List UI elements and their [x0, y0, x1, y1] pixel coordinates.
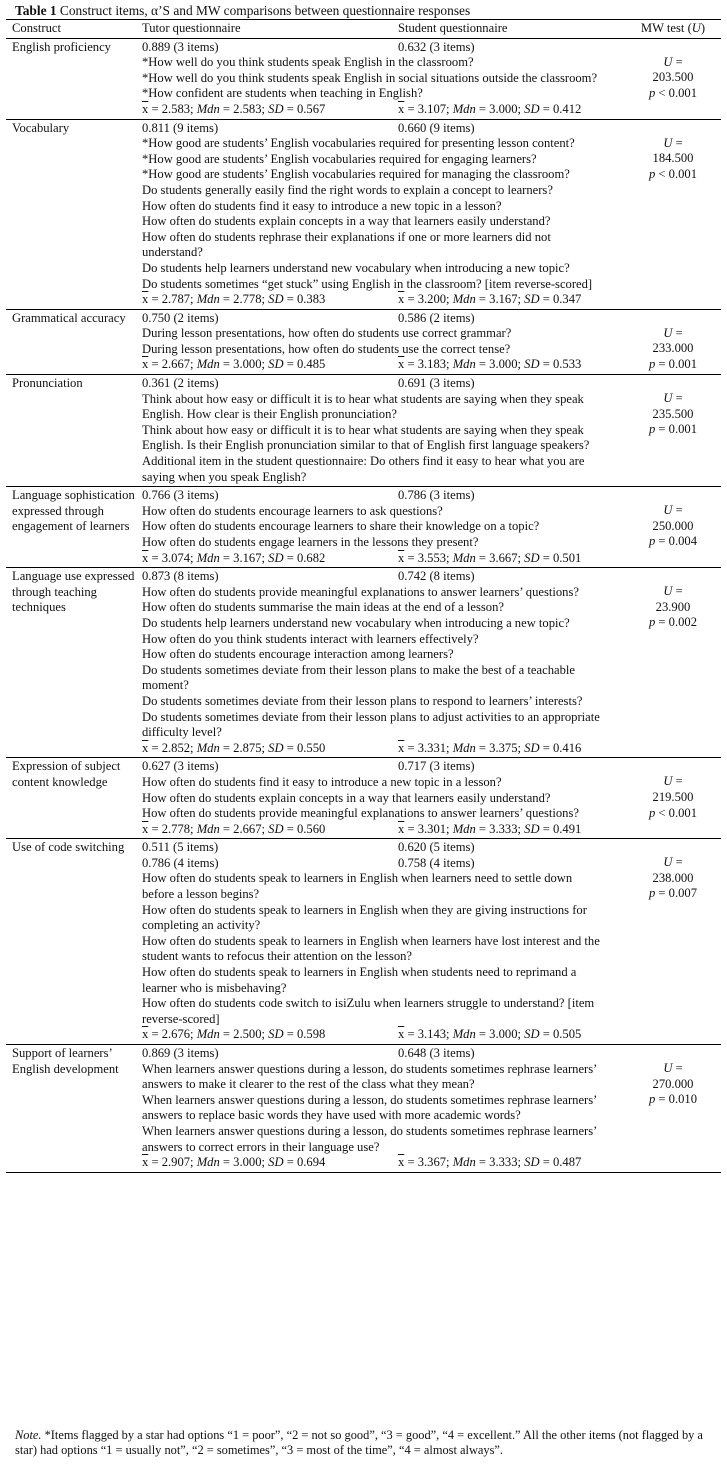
mean-symbol: $\overline{x}$ — [142, 550, 149, 565]
student-stats: $\overline{x} = 3.200$; Mdn = 3.167; SD = 0.347 — [398, 292, 582, 307]
mdn-label: Mdn — [196, 1155, 220, 1170]
p-value: p = 0.004 — [648, 534, 698, 549]
student-stats: $\overline{x} = 3.553$; Mdn = 3.667; SD = 0.501 — [398, 550, 582, 565]
item-text: How often do you think students interact with learners effectively? — [142, 631, 479, 646]
table-label: Table 1 — [15, 3, 57, 18]
mw-result — [625, 309, 721, 374]
u-label: U = — [663, 54, 683, 69]
header-construct: Construct — [12, 21, 61, 35]
tutor-stats: $\overline{x} = 2.583$; Mdn = 2.583; SD = 0.567 — [142, 101, 326, 116]
item-text: How often do students find it easy to introduce a new topic in a lesson? — [142, 198, 502, 213]
p-symbol: p — [648, 1092, 656, 1107]
questionnaire-cell — [142, 375, 625, 487]
mean-symbol: $\overline{x}$ — [398, 821, 405, 836]
construct-name: Expression of subject content knowledge — [12, 759, 121, 789]
p-symbol: p — [648, 85, 656, 100]
table-row — [6, 758, 721, 839]
mdn-label: Mdn — [196, 740, 220, 755]
table-row — [6, 119, 721, 309]
alpha-line — [142, 311, 625, 327]
table-note — [15, 1428, 715, 1458]
mw-header-u: U — [691, 21, 701, 35]
item-text: Do students sometimes deviate from their lesson plans to adjust activities to an appropriate difficulty level? — [142, 709, 600, 740]
table-body — [6, 38, 721, 1172]
student-alpha: 0.586 (2 items) — [398, 310, 475, 325]
sd-label: SD — [524, 292, 540, 307]
sd-label: SD — [524, 101, 540, 116]
p-symbol: p — [648, 534, 656, 549]
alpha-line — [142, 488, 625, 504]
mw-result — [625, 568, 721, 758]
student-stats: $\overline{x} = 3.367$; Mdn = 3.333; SD = 0.487 — [398, 1155, 582, 1170]
item-text: How often do students provide meaningful explanations to answer learners’ questions? — [142, 806, 579, 821]
stats-row — [142, 741, 625, 757]
tutor-stats: $\overline{x} = 3.074$; Mdn = 3.167; SD = 0.682 — [142, 550, 326, 565]
alpha-line — [142, 376, 625, 392]
u-symbol: U — [663, 1061, 673, 1075]
item-text: *How good are students’ English vocabularies required for presenting lesson content? — [142, 136, 575, 151]
sd-label: SD — [268, 101, 284, 116]
mean-symbol: $\overline{x}$ — [398, 357, 405, 372]
mw-result — [625, 375, 721, 487]
item-text: How often do students encourage learners to ask questions? — [142, 503, 443, 518]
tutor-alpha: 0.786 (4 items) — [142, 855, 219, 870]
table-caption — [15, 3, 470, 19]
table-row — [6, 487, 721, 568]
header-student: Student questionnaire — [398, 21, 508, 35]
u-value: 233.000 — [652, 341, 694, 356]
alpha-line — [142, 840, 625, 856]
mw-result — [625, 839, 721, 1045]
mean-symbol: $\overline{x}$ — [142, 101, 149, 116]
item-text: Think about how easy or difficult it is to hear what students are saying when they speak English. Is their English pronunciation similar to that of English first language speakers? — [142, 422, 590, 453]
mdn-label: Mdn — [452, 101, 476, 116]
stats-row — [142, 1027, 625, 1043]
u-label: U = — [663, 855, 683, 870]
u-label: U = — [663, 1061, 683, 1075]
item-text: *How well do you think students speak English in social situations outside the classroom? — [142, 70, 598, 85]
table-row — [6, 309, 721, 374]
questionnaire-cell — [142, 119, 625, 309]
table-row — [6, 568, 721, 758]
item-text: *How confident are students when teaching in English? — [142, 86, 423, 101]
mdn-label: Mdn — [452, 1155, 476, 1170]
sd-label: SD — [524, 357, 540, 372]
item-text: Do students sometimes deviate from their lesson plans to make the best of a teachable moment? — [142, 662, 575, 693]
mdn-label: Mdn — [452, 292, 476, 307]
mdn-label: Mdn — [196, 357, 220, 372]
sd-label: SD — [268, 821, 284, 836]
u-symbol: U — [663, 774, 673, 789]
mdn-label: Mdn — [452, 821, 476, 836]
u-symbol: U — [663, 391, 673, 406]
p-symbol: p — [648, 422, 656, 437]
sd-label: SD — [524, 550, 540, 565]
sd-label: SD — [268, 292, 284, 307]
p-symbol: p — [648, 805, 656, 820]
item-text: How often do students explain concepts in a way that learners easily understand? — [142, 214, 551, 229]
u-value: 203.500 — [652, 70, 694, 85]
tutor-alpha: 0.511 (5 items) — [142, 840, 219, 855]
alpha-line — [142, 121, 625, 137]
mean-symbol: $\overline{x}$ — [142, 357, 149, 372]
sd-label: SD — [268, 357, 284, 372]
mean-symbol: $\overline{x}$ — [398, 550, 405, 565]
p-symbol: p — [648, 356, 656, 371]
mdn-label: Mdn — [452, 740, 476, 755]
mdn-label: Mdn — [196, 821, 220, 836]
stats-row — [142, 292, 625, 308]
student-stats: $\overline{x} = 3.183$; Mdn = 3.000; SD = 0.533 — [398, 357, 582, 372]
questionnaire-cell — [142, 487, 625, 568]
note-text: *Items flagged by a star had options “1 = poor”, “2 = not so good”, “3 = good”, “4 = excellent.” All the other items (not flagged by a star) had options “1 = usually not”, “2 = sometimes”, “3 = most of the time”, “4 = almost always”. — [15, 1428, 703, 1457]
mdn-label: Mdn — [196, 1027, 220, 1042]
u-symbol: U — [663, 855, 673, 870]
item-text: *How well do you think students speak English in the classroom? — [142, 55, 474, 70]
mdn-label: Mdn — [452, 357, 476, 372]
mean-symbol: $\overline{x}$ — [142, 740, 149, 755]
item-text: Think about how easy or difficult it is to hear what students are saying when they speak English. How clear is their English pronunciation? — [142, 391, 584, 422]
student-alpha: 0.691 (3 items) — [398, 376, 475, 391]
student-alpha: 0.632 (3 items) — [398, 39, 475, 54]
questionnaire-cell — [142, 758, 625, 839]
sd-label: SD — [524, 1027, 540, 1042]
item-text: When learners answer questions during a lesson, do students sometimes rephrase learners’ answers to make it clearer to the rest of the class what they mean? — [142, 1061, 597, 1092]
item-text: How often do students find it easy to introduce a new topic in a lesson? — [142, 774, 502, 789]
table-title: Construct items, α’S and MW comparisons between questionnaire responses — [59, 3, 471, 18]
sd-label: SD — [268, 740, 284, 755]
item-text: How often do students explain concepts in a way that learners easily understand? — [142, 790, 551, 805]
sd-label: SD — [524, 821, 540, 836]
tutor-alpha: 0.766 (3 items) — [142, 488, 219, 503]
u-symbol: U — [663, 135, 673, 150]
mean-symbol: $\overline{x}$ — [142, 821, 149, 836]
item-text: When learners answer questions during a lesson, do students sometimes rephrase learners’ answers to replace basic words they have used with more academic words? — [142, 1092, 597, 1123]
stats-row — [142, 1155, 625, 1171]
questionnaire-cell — [142, 839, 625, 1045]
item-text: *How good are students’ English vocabularies required for managing the classroom? — [142, 167, 570, 182]
u-symbol: U — [663, 584, 673, 599]
header-mw: MW test (U) — [640, 21, 706, 35]
item-text: How often do students speak to learners in English when learners need to settle down before a lesson begins? — [142, 871, 573, 902]
stats-row — [142, 822, 625, 838]
sd-label: SD — [268, 1155, 284, 1170]
u-label: U = — [663, 325, 683, 340]
tutor-stats: $\overline{x} = 2.667$; Mdn = 3.000; SD = 0.485 — [142, 357, 326, 372]
mean-symbol: $\overline{x}$ — [142, 1155, 149, 1170]
tutor-alpha: 0.811 (9 items) — [142, 120, 219, 135]
student-alpha: 0.758 (4 items) — [398, 855, 475, 870]
questionnaire-cell — [142, 568, 625, 758]
mean-symbol: $\overline{x}$ — [398, 740, 405, 755]
note-label: Note. — [15, 1428, 42, 1442]
mw-result — [625, 758, 721, 839]
construct-name: Support of learners’ English development — [12, 1046, 119, 1076]
item-text: During lesson presentations, how often do students use the correct tense? — [142, 341, 511, 356]
tutor-alpha: 0.627 (3 items) — [142, 759, 219, 774]
mean-symbol: $\overline{x}$ — [398, 1155, 405, 1170]
p-value: p = 0.001 — [648, 356, 698, 371]
item-text: How often do students speak to learners in English when learners have lost interest and the student wants to refocus their attention on the lesson? — [142, 933, 600, 964]
item-text: How often do students engage learners in the lessons they present? — [142, 535, 479, 549]
item-text: How often do students rephrase their explanations if one or more learners did not understand? — [142, 229, 551, 260]
questionnaire-cell — [142, 38, 625, 119]
header-tutor: Tutor questionnaire — [142, 21, 241, 35]
u-label: U = — [663, 503, 683, 518]
stats-row — [142, 551, 625, 567]
u-value: 238.000 — [652, 870, 694, 885]
student-alpha: 0.786 (3 items) — [398, 488, 475, 503]
p-value: p = 0.001 — [648, 422, 698, 437]
mw-result — [625, 487, 721, 568]
p-value: p = 0.010 — [648, 1092, 698, 1107]
sd-label: SD — [268, 550, 284, 565]
item-text: Additional item in the student questionnaire: Do others find it easy to hear what you are saying when you speak English? — [142, 454, 585, 484]
item-text: Do students sometimes deviate from their lesson plans to respond to learners’ interests? — [142, 693, 583, 708]
alpha-line — [142, 40, 625, 56]
table-row — [6, 1045, 721, 1173]
item-text: How often do students speak to learners in English when students need to reprimand a learner who is misbehaving? — [142, 965, 577, 995]
alpha-line — [142, 569, 625, 585]
tutor-alpha: 0.869 (3 items) — [142, 1046, 219, 1060]
u-value: 235.500 — [652, 406, 694, 421]
tutor-stats: $\overline{x} = 2.778$; Mdn = 2.667; SD = 0.560 — [142, 821, 326, 836]
stats-row — [142, 357, 625, 373]
header-row — [6, 20, 721, 39]
u-value: 270.000 — [652, 1076, 694, 1091]
p-symbol: p — [648, 886, 656, 901]
alpha-line — [142, 1046, 625, 1062]
tutor-stats: $\overline{x} = 2.787$; Mdn = 2.778; SD = 0.383 — [142, 292, 326, 307]
mw-result — [625, 38, 721, 119]
item-text: During lesson presentations, how often do students use correct grammar? — [142, 326, 512, 341]
tutor-alpha: 0.873 (8 items) — [142, 569, 219, 584]
mdn-label: Mdn — [196, 101, 220, 116]
tutor-stats: $\overline{x} = 2.852$; Mdn = 2.875; SD = 0.550 — [142, 740, 326, 755]
p-symbol: p — [648, 166, 656, 181]
p-value: p < 0.001 — [648, 166, 698, 181]
table-row — [6, 839, 721, 1045]
tutor-alpha: 0.889 (3 items) — [142, 39, 219, 54]
student-alpha: 0.620 (5 items) — [398, 840, 475, 855]
item-text: How often do students speak to learners in English when they are giving instructions for completing an activity? — [142, 902, 587, 933]
student-alpha: 0.742 (8 items) — [398, 569, 475, 584]
student-alpha: 0.717 (3 items) — [398, 759, 475, 774]
p-value: p = 0.007 — [648, 886, 698, 901]
item-text: When learners answer questions during a lesson, do students sometimes rephrase learners’ answers to correct errors in their language use? — [142, 1123, 597, 1154]
construct-table — [6, 19, 721, 1173]
construct-name: Pronunciation — [12, 376, 83, 391]
mean-symbol: $\overline{x}$ — [398, 101, 405, 116]
questionnaire-cell — [142, 1045, 625, 1173]
sd-label: SD — [524, 1155, 540, 1170]
mdn-label: Mdn — [196, 292, 220, 307]
tutor-stats: $\overline{x} = 2.907$; Mdn = 3.000; SD = 0.694 — [142, 1155, 326, 1170]
student-stats: $\overline{x} = 3.301$; Mdn = 3.333; SD = 0.491 — [398, 821, 582, 836]
item-text: Do students generally easily find the right words to explain a concept to learners? — [142, 182, 553, 197]
construct-name: Language use expressed through teaching techniques — [12, 569, 135, 615]
student-stats: $\overline{x} = 3.143$; Mdn = 3.000; SD = 0.505 — [398, 1027, 582, 1042]
u-value: 250.000 — [652, 518, 694, 533]
mw-result — [625, 1045, 721, 1173]
sd-label: SD — [524, 740, 540, 755]
u-symbol: U — [663, 325, 673, 340]
u-symbol: U — [663, 503, 673, 518]
construct-name: Language sophistication expressed through engagement of learners — [12, 488, 135, 534]
mean-symbol: $\overline{x}$ — [142, 1027, 149, 1042]
student-stats: $\overline{x} = 3.331$; Mdn = 3.375; SD = 0.416 — [398, 740, 582, 755]
u-value: 23.900 — [655, 599, 691, 614]
item-text: *How good are students’ English vocabularies required for engaging learners? — [142, 151, 537, 166]
u-value: 184.500 — [652, 151, 694, 166]
construct-name: Grammatical accuracy — [12, 310, 126, 325]
item-text: Do students help learners understand new vocabulary when introducing a new topic? — [142, 260, 570, 275]
alpha-line — [142, 759, 625, 775]
u-label: U = — [663, 391, 683, 406]
construct-name: Use of code switching — [12, 840, 125, 855]
mw-result — [625, 119, 721, 309]
item-text: Do students sometimes “get stuck” using English in the classroom? [item reverse-scored] — [142, 276, 593, 291]
student-alpha: 0.648 (3 items) — [398, 1046, 475, 1060]
u-value: 219.500 — [652, 789, 694, 804]
item-text: How often do students provide meaningful explanations to answer learners’ questions? — [142, 584, 579, 599]
tutor-stats: $\overline{x} = 2.676$; Mdn = 2.500; SD = 0.598 — [142, 1027, 326, 1042]
tutor-alpha: 0.361 (2 items) — [142, 376, 219, 391]
construct-name: Vocabulary — [12, 120, 70, 135]
mdn-label: Mdn — [452, 550, 476, 565]
item-text: How often do students encourage interaction among learners? — [142, 647, 454, 662]
u-label: U = — [663, 774, 683, 789]
student-stats: $\overline{x} = 3.107$; Mdn = 3.000; SD = 0.412 — [398, 101, 582, 116]
stats-row — [142, 102, 625, 118]
construct-name: English proficiency — [12, 39, 111, 54]
p-symbol: p — [648, 615, 656, 630]
table-row — [6, 375, 721, 487]
item-text: How often do students encourage learners to share their knowledge on a topic? — [142, 519, 540, 534]
u-label: U = — [663, 135, 683, 150]
student-alpha: 0.660 (9 items) — [398, 120, 475, 135]
p-value: p < 0.001 — [648, 85, 698, 100]
u-symbol: U — [663, 54, 673, 69]
mean-symbol: $\overline{x}$ — [398, 1027, 405, 1042]
item-text: How often do students code switch to isiZulu when learners struggle to understand? [item reverse-scored] — [142, 996, 595, 1026]
mdn-label: Mdn — [196, 550, 220, 565]
u-label: U = — [663, 584, 683, 599]
tutor-alpha: 0.750 (2 items) — [142, 310, 219, 325]
table-row — [6, 38, 721, 119]
mdn-label: Mdn — [452, 1027, 476, 1042]
mean-symbol: $\overline{x}$ — [398, 292, 405, 307]
p-value: p = 0.002 — [648, 615, 698, 630]
p-value: p < 0.001 — [648, 805, 698, 820]
questionnaire-cell — [142, 309, 625, 374]
item-text: Do students help learners understand new vocabulary when introducing a new topic? — [142, 615, 570, 630]
mean-symbol: $\overline{x}$ — [142, 292, 149, 307]
alpha-line — [142, 856, 625, 872]
item-text: How often do students summarise the main ideas at the end of a lesson? — [142, 600, 504, 615]
sd-label: SD — [268, 1027, 284, 1042]
